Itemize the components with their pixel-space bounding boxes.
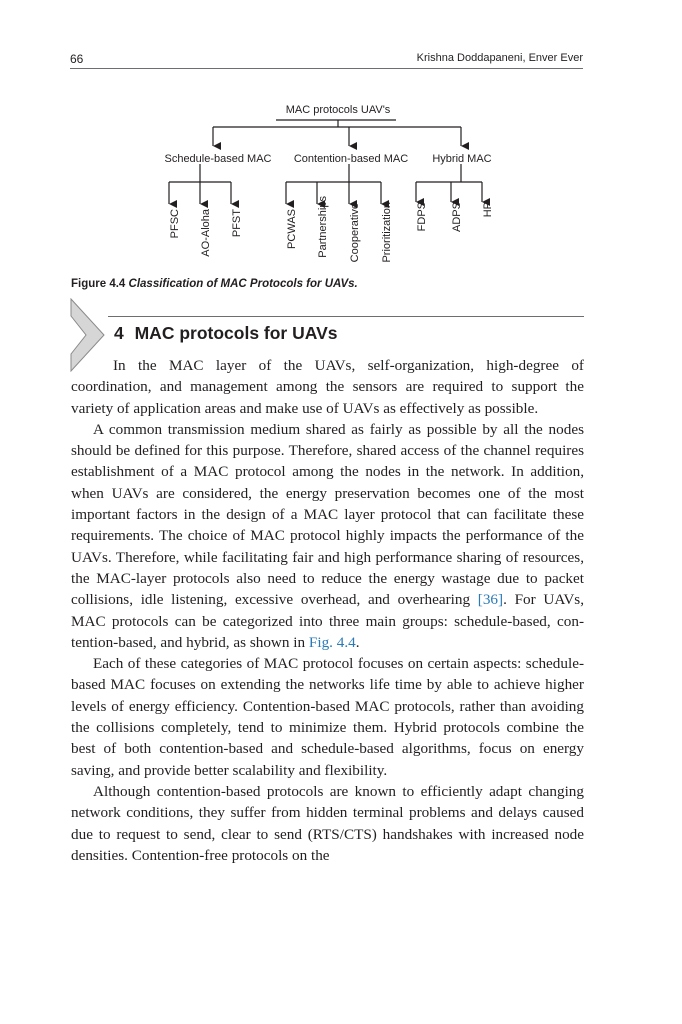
category-hybrid-label: Hybrid MAC — [432, 153, 492, 165]
section-title: MAC protocols for UAVs — [134, 323, 338, 343]
figure-mac-classification — [0, 90, 682, 280]
section-rule — [108, 316, 584, 317]
leaf-fdps: FDPS — [416, 202, 428, 232]
paragraph-4: Although contention-based protocols are known to efficiently adapt changing network conditions, they suffer from hidden terminal problems and delays caused due to request to send, clear to send (RTS/CTS) handshakes with increased node densities. Contention-free protocols on the — [71, 782, 584, 864]
section-heading — [114, 323, 337, 344]
paragraph-1: In the MAC layer of the UAVs, self-organization, high-degree of coordination, and management among the sensors are required to support the variety of application areas and make use of UAVs as effectively as possible. — [71, 357, 584, 417]
section-number: 4 — [114, 323, 124, 343]
paragraph-2 — [71, 419, 584, 653]
category-contention-label: Contention-based MAC — [293, 153, 409, 165]
figure-caption — [71, 278, 358, 290]
leaf-cooperative: Cooperative — [349, 203, 361, 263]
body-text — [71, 355, 584, 866]
leaf-ao-aloha: AO-Aloha — [200, 209, 212, 257]
leaf-hp: HP — [482, 202, 494, 218]
paragraph-3: Each of these categories of MAC protocol focuses on certain aspects: schedule-based MAC focuses on extending the networks life time by able to achieve higher levels of energy efficiency. Contention-based MAC protocols, rather than avoiding the collisions completely, tend to minimize them. Hybrid protocols combine the best of both contention-based and schedule-based algorithms, focus on energy saving, and provide better scalability and flexibility. — [71, 655, 584, 779]
category-schedule-label: Schedule-based MAC — [164, 153, 272, 165]
leaf-pcwas: PCWAS — [286, 209, 298, 249]
leaf-adps: ADPS — [451, 202, 463, 232]
paragraph-2-part-c: . — [355, 633, 360, 651]
page-number: 66 — [70, 52, 84, 66]
running-head: Krishna Doddapaneni, Enver Ever — [416, 52, 583, 64]
figure-caption-label: Figure 4.4 — [71, 278, 126, 290]
paragraph-2-part-a: A common transmission medium shared as fairly as possible by all the nodes should be defined for this purpose. Therefore, shared access of the channel requires establishment of a MAC protocol among the nodes in the network. In addition, when UAVs are considered, the energy preservation becomes one of the most important factors in the design of a MAC layer protocol that can facilitate these requirements. The choice of MAC protocol highly impacts the performance of the UAVs. Therefore, while facilitating fair and high performance sharing of resources, the MAC-layer protocols also need to reduce the energy wastage due to packet collisions, idle listening, excessive overhead, and overhearing — [71, 420, 584, 609]
leaf-prioritization: Prioritization — [381, 202, 393, 263]
page-header — [70, 52, 583, 69]
root-label: MAC protocols UAV's — [285, 104, 391, 116]
classification-tree — [0, 90, 682, 280]
leaf-pfst: PFST — [231, 209, 243, 238]
leaf-pfsc: PFSC — [169, 209, 181, 239]
figure-caption-text: Classification of MAC Protocols for UAVs. — [128, 278, 358, 290]
leaf-partnerships: Partnerships — [317, 196, 329, 258]
citation-link[interactable]: [36] — [477, 591, 504, 609]
paragraph-2-part-b: . For UAVs, MAC protocols can be categorized into three main groups: schedule-based, contention-based, and hybrid, as shown in — [71, 591, 585, 651]
figure-link[interactable]: Fig. 4.4 — [308, 633, 356, 651]
